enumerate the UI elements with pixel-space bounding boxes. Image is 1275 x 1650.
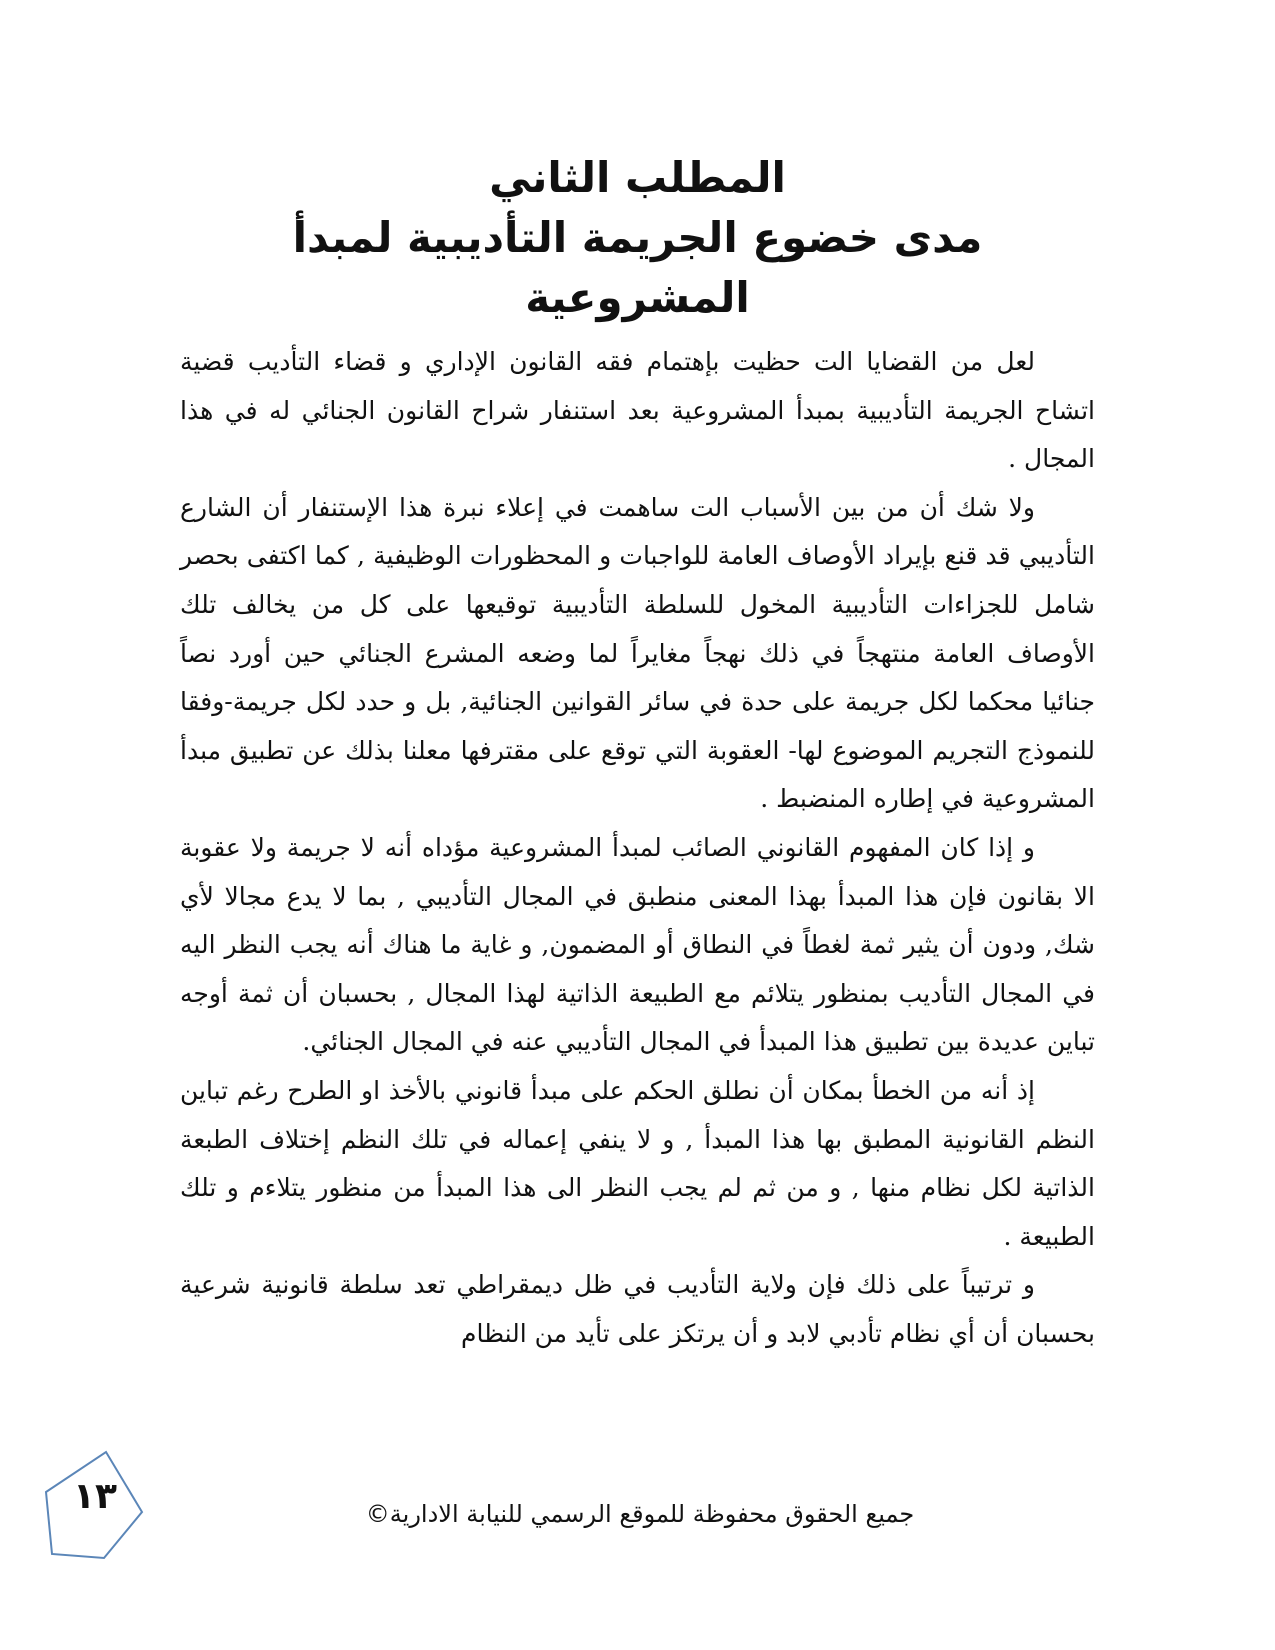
copyright-footer: جميع الحقوق محفوظة للموقع الرسمي للنيابة الادارية© [365,1500,915,1528]
page-number-badge [44,1450,146,1560]
paragraph-1: لعل من القضايا الت حظيت بإهتمام فقه القانون الإداري و قضاء التأديب قضية اتشاح الجريمة التأديبية بمبدأ المشروعية بعد استنفار شراح القانون الجنائي له في هذا المجال . [180,347,1095,474]
paragraph-3: و إذا كان المفهوم القانوني الصائب لمبدأ المشروعية مؤداه أنه لا جريمة ولا عقوبة الا بقانون فإن هذا المبدأ بهذا المعنى منطبق في المجال التأديبي , بما لا يدع مجالا لأي شك, ودون أن يثير ثمة لغطاً في النطاق أو المضمون, و غاية ما هناك أنه يجب النظر اليه في المجال التأديب بمنظور يتلائم مع الطبيعة الذاتية لهذا المجال , بحسبان أن ثمة أوجه تباين عديدة بين تطبيق هذا المبدأ في المجال التأديبي عنه في المجال الجنائي. [180,832,1095,1057]
paragraph-2: ولا شك أن من بين الأسباب الت ساهمت في إعلاء نبرة هذا الإستنفار أن الشارع التأديبي قد قنع بإيراد الأوصاف العامة للواجبات و المحظورات الوظيفية , كما اكتفى بحصر شامل للجزاءات التأديبية المخول للسلطة التأديبية توقيعها على كل من يخالف تلك الأوصاف العامة منتهجاً في ذلك نهجاً مغايراً لما وضعه المشرع الجنائي حين أورد نصاً جنائيا محكما لكل جريمة على حدة في سائر القوانين الجنائية, بل و حدد لكل جريمة-وفقا للنموذج التجريم الموضوع لها- العقوبة التي توقع على مقترفها معلنا بذلك عن تطبيق مبدأ المشروعية في إطاره المنضبط . [180,492,1096,814]
heading-line-2: مدى خضوع الجريمة التأديبية لمبدأ [292,213,983,262]
heading-line-3: المشروعية [525,273,750,322]
paragraph-4: إذ أنه من الخطأ بمكان أن نطلق الحكم على مبدأ قانوني بالأخذ او الطرح رغم تباين النظم القانونية المطبق بها هذا المبدأ , و لا ينفي إعماله في تلك النظم إختلاف الطبعة الذاتية لكل نظام منها , و من ثم لم يجب النظر الى هذا المبدأ من منظور يتلاءم و تلك الطبيعة . [180,1075,1095,1251]
page-number: ١٣ [73,1476,117,1517]
body-text [180,338,1095,1358]
section-heading [180,148,1095,328]
heading-line-1: المطلب الثاني [489,153,786,202]
paragraph-5: و ترتيباً على ذلك فإن ولاية التأديب في ظل ديمقراطي تعد سلطة قانونية شرعية بحسبان أن أي نظام تأدبي لابد و أن يرتكز على تأيد من النظام [180,1270,1095,1348]
